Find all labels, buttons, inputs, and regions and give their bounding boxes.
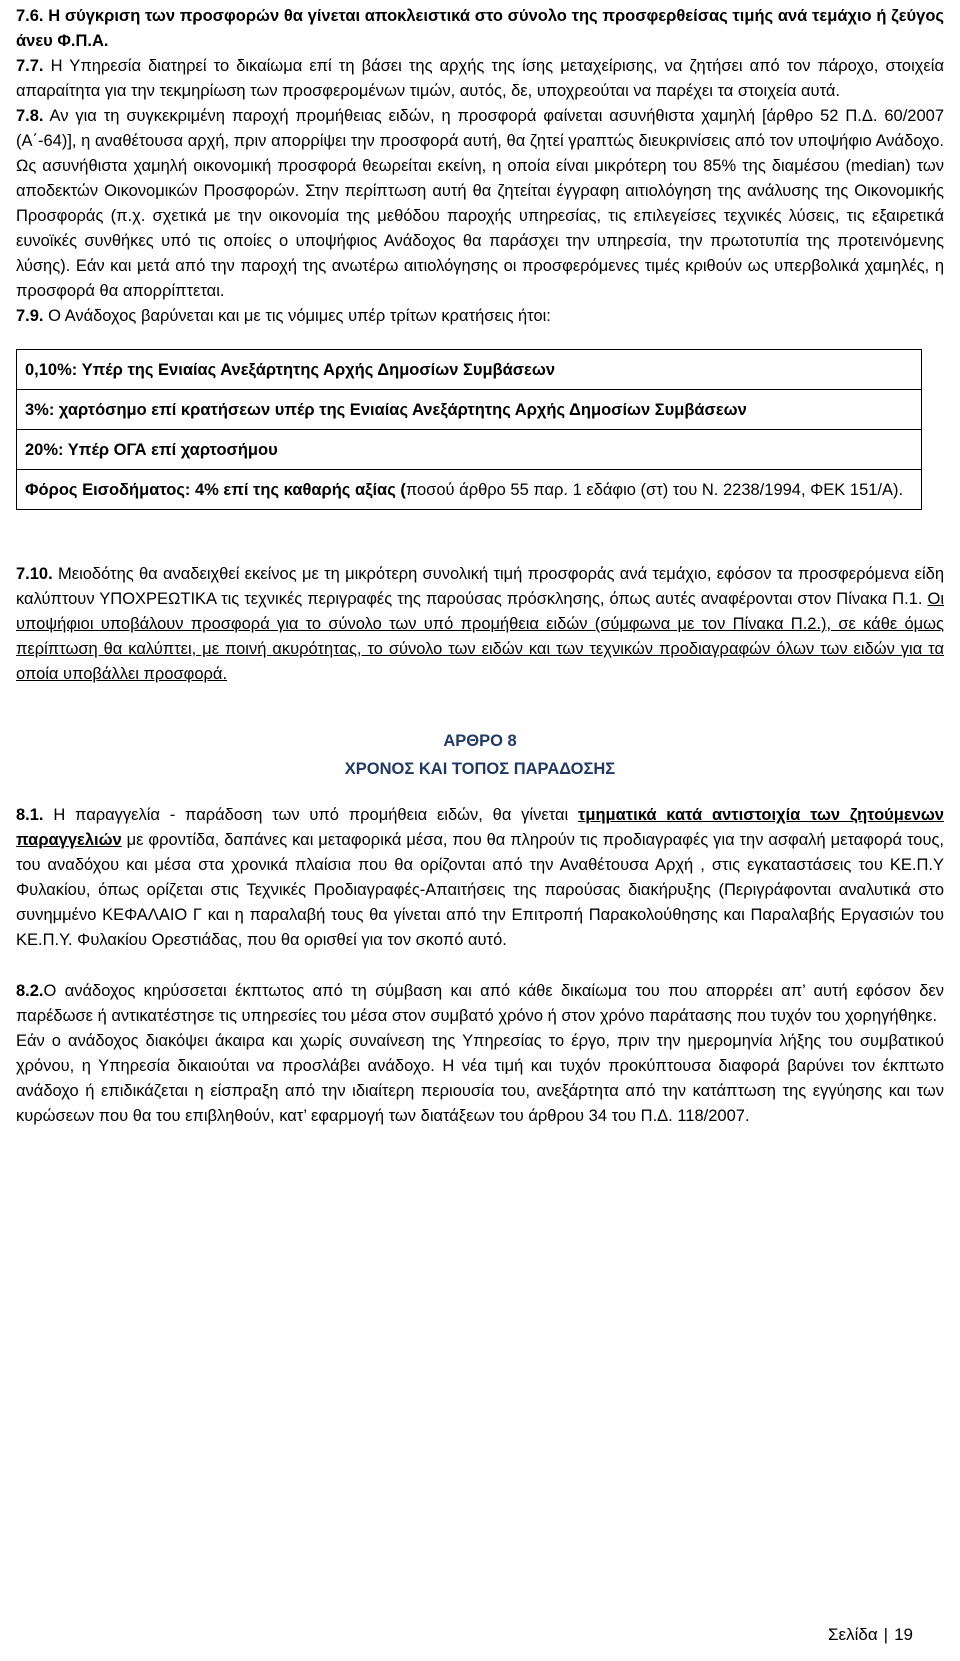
paragraph-8-1-number: 8.1. bbox=[16, 806, 44, 824]
paragraph-7-7-text: Η Υπηρεσία διατηρεί το δικαίωμα επί τη βάσει της αρχής της ίσης μεταχείρισης, να ζητήσει από τον πάροχο, στοιχεία απαραίτητα για την τεκμηρίωση των προσφερομένων τιμών, αυτός, δε, υποχρεούται να παρέχει τα στοιχεία αυτά. bbox=[16, 57, 944, 100]
paragraph-7-6-text: 7.6. Η σύγκριση των προσφορών θα γίνεται αποκλειστικά στο σύνολο της προσφερθείσας τιμής ανά τεμάχιο ή ζεύγος άνευ Φ.Π.Α. bbox=[16, 7, 944, 50]
paragraph-7-9-number: 7.9. bbox=[16, 307, 44, 325]
page-footer bbox=[828, 1624, 913, 1646]
page-separator: | bbox=[883, 1625, 889, 1644]
table-row bbox=[17, 430, 922, 470]
paragraph-8-1-text-a: Η παραγγελία - παράδοση των υπό προμήθεια ειδών, θα γίνεται bbox=[43, 806, 578, 824]
table-row bbox=[17, 350, 922, 390]
paragraph-7-6 bbox=[16, 4, 944, 54]
paragraph-8-2-text: Ο ανάδοχος κηρύσσεται έκπτωτος από τη σύμβαση και από κάθε δικαίωμα του που απορρέει απ’ αυτή εφόσον δεν παρέδωσε ή αντικατέστησε τις υπηρεσίες του μέσα στον συμβατό χρόνο ή στον χρόνο παράτασης που τυχόν του χορηγήθηκε. bbox=[16, 982, 944, 1025]
table-row bbox=[17, 390, 922, 430]
paragraph-7-7 bbox=[16, 54, 944, 104]
paragraph-7-8-text: Αν για τη συγκεκριμένη παροχή προμήθειας ειδών, η προσφορά φαίνεται ασυνήθιστα χαμηλή [άρθρο 52 Π.Δ. 60/2007 (Α΄-64)], η αναθέτουσα αρχή, πριν απορρίψει την προσφορά αυτή, θα ζητεί γραπτώς διευκρινίσεις από τον υποψήφιο Ανάδοχο. Ως ασυνήθιστα χαμηλή οικονομική προσφορά θεωρείται εκείνη, η οποία είναι μικρότερη του 85% της διαμέσου (median) των αποδεκτών Οικονομικών Προσφορών. Στην περίπτωση αυτή θα ζητείται έγγραφη αιτιολόγηση της ανάλυσης της Οικονομικής Προσφοράς (π.χ. σχετικά με την οικονομία της μεθόδου παροχής υπηρεσίας, τις επιλεγείσες τεχνικές λύσεις, τις εξαιρετικά ευνοϊκές συνθήκες υπό τις οποίες ο υποψήφιος Ανάδοχος θα παράσχει την υπηρεσία, την πρωτοτυπία της προτεινόμενης λύσης). Εάν και μετά από την παροχή της ανωτέρω αιτιολόγησης οι προσφερόμενες τιμές κριθούν ως υπερβολικά χαμηλές, η προσφορά θα απορρίπτεται. bbox=[16, 107, 944, 300]
document-page bbox=[16, 4, 944, 1129]
paragraph-7-9 bbox=[16, 304, 944, 329]
article-8-title: ΧΡΟΝΟΣ ΚΑΙ ΤΟΠΟΣ ΠΑΡΑΔΟΣΗΣ bbox=[344, 760, 616, 778]
paragraph-8-1-emphasis: τμηματικά κατά αντιστοιχία των ζητούμενων παραγγελιών bbox=[16, 806, 944, 849]
page-number: 19 bbox=[894, 1625, 913, 1644]
paragraph-8-1 bbox=[16, 803, 944, 953]
article-8-heading bbox=[16, 727, 944, 783]
paragraph-7-8-number: 7.8. bbox=[16, 107, 44, 125]
paragraph-7-10-text: Μειοδότης θα αναδειχθεί εκείνος με τη μικρότερη συνολική τιμή προσφοράς ανά τεμάχιο, εφόσον τα προσφερόμενα είδη καλύπτουν ΥΠΟΧΡΕΩΤΙΚΑ τις τεχνικές περιγραφές της παρούσας πρόσκλησης, όπως αυτές αναφέρονται στον Πίνακα Π.1. bbox=[16, 565, 944, 608]
income-tax-bold: Φόρος Εισοδήματος: 4% επί της καθαρής αξίας ( bbox=[25, 481, 406, 499]
paragraph-8-2-number: 8.2. bbox=[16, 982, 44, 1000]
paragraph-7-7-number: 7.7. bbox=[16, 57, 44, 75]
article-8-number: ΑΡΘΡΟ 8 bbox=[443, 732, 517, 750]
withholding-income-tax bbox=[17, 470, 922, 510]
withholding-eaadisy: 0,10%: Υπέρ της Ενιαίας Ανεξάρτητης Αρχής Δημοσίων Συμβάσεων bbox=[17, 350, 922, 390]
income-tax-rest: ποσού άρθρο 55 παρ. 1 εδάφιο (στ) του Ν. 2238/1994, ΦΕΚ 151/Α). bbox=[405, 481, 904, 499]
paragraph-7-10-underlined: Οι υποψήφιοι υποβάλουν προσφορά για το σύνολο των υπό προμήθεια ειδών (σύμφωνα με τον Πίνακα Π.2.), σε κάθε όμως περίπτωση θα καλύπτει, με ποινή ακυρότητας, το σύνολο των ειδών και των τεχνικών προδιαγραφών όλων των ειδών για τα οποία υποβάλλει προσφορά. bbox=[16, 590, 944, 683]
paragraph-8-1-text-b: με φροντίδα, δαπάνες και μεταφορικά μέσα, που θα πληρούν τις προδιαγραφές για την ασφαλή μεταφορά τους, του αναδόχου και μέσα στα χρονικά πλαίσια που θα ορίζονται από την Αναθέτουσα Αρχή , στις εγκαταστάσεις του ΚΕ.Π.Υ Φυλακίου, όπως ορίζεται στις Τεχνικές Προδιαγραφές-Απαιτήσεις της παρούσας διακήρυξης (Περιγράφονται αναλυτικά στο συνημμένο ΚΕΦΑΛΑΙΟ Γ και η παραλαβή τους θα γίνεται από την Επιτροπή Παρακολούθησης και Παραλαβής Εργασιών του ΚΕ.Π.Υ. Φυλακίου Ορεστιάδας, που θα ορισθεί για τον σκοπό αυτό. bbox=[16, 831, 944, 949]
paragraph-8-2-continued bbox=[16, 1029, 944, 1129]
withholding-oga: 20%: Υπέρ ΟΓΑ επί χαρτοσήμου bbox=[17, 430, 922, 470]
table-row bbox=[17, 470, 922, 510]
paragraph-7-10-number: 7.10. bbox=[16, 565, 53, 583]
paragraph-7-10 bbox=[16, 562, 944, 687]
paragraph-8-2 bbox=[16, 979, 944, 1029]
page-label: Σελίδα bbox=[828, 1625, 878, 1644]
paragraph-7-9-text: Ο Ανάδοχος βαρύνεται και με τις νόμιμες υπέρ τρίτων κρατήσεις ήτοι: bbox=[43, 307, 551, 325]
withholding-stamp-duty: 3%: χαρτόσημο επί κρατήσεων υπέρ της Ενιαίας Ανεξάρτητης Αρχής Δημοσίων Συμβάσεων bbox=[17, 390, 922, 430]
withholdings-table bbox=[16, 349, 922, 510]
paragraph-8-2-text2: Εάν ο ανάδοχος διακόψει άκαιρα και χωρίς συναίνεση της Υπηρεσίας το έργο, πριν την ημερομηνία λήξης του συμβατικού χρόνου, η Υπηρεσία δικαιούται να προσλάβει ανάδοχο. Η νέα τιμή και τυχόν προκύπτουσα διαφορά βαρύνει τον έκπτωτο ανάδοχο ή επιδικάζεται η είσπραξη από την ιδιαίτερη περιουσία του, ανεξάρτητα από την κατάπτωση της εγγύησης και των κυρώσεων που θα του επιβληθούν, κατ’ εφαρμογή των διατάξεων του άρθρου 34 του Π.Δ. 118/2007. bbox=[16, 1032, 944, 1125]
paragraph-7-8 bbox=[16, 104, 944, 304]
